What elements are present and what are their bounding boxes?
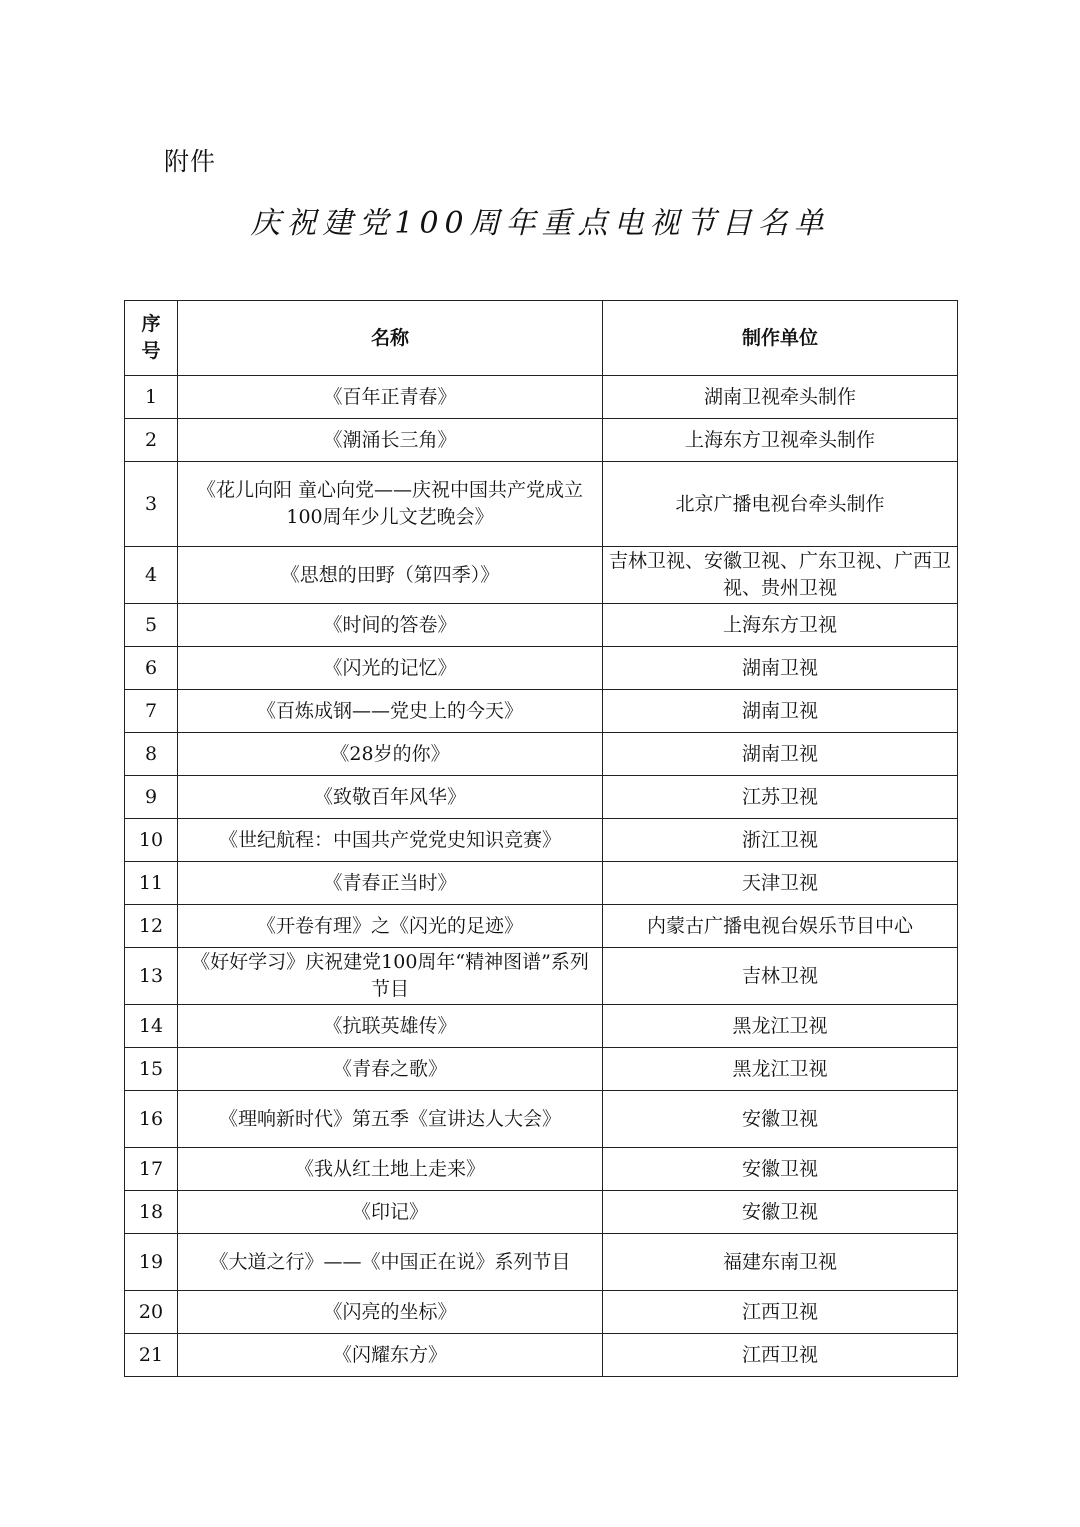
row-seq: 5 (125, 604, 178, 647)
row-unit: 浙江卫视 (603, 819, 958, 862)
table-row (125, 419, 958, 462)
row-seq: 19 (125, 1234, 178, 1291)
table-row (125, 862, 958, 905)
row-seq: 14 (125, 1005, 178, 1048)
table-row (125, 376, 958, 419)
row-name: 《我从红土地上走来》 (178, 1148, 603, 1191)
row-unit: 黑龙江卫视 (603, 1005, 958, 1048)
row-seq: 13 (125, 948, 178, 1005)
column-header-unit: 制作单位 (603, 301, 958, 376)
table-row (125, 1234, 958, 1291)
table-row (125, 1334, 958, 1377)
row-unit: 湖南卫视 (603, 690, 958, 733)
column-header-name: 名称 (178, 301, 603, 376)
table-row (125, 1091, 958, 1148)
row-name: 《青春之歌》 (178, 1048, 603, 1091)
row-seq: 4 (125, 547, 178, 604)
table-row (125, 1148, 958, 1191)
program-table (124, 300, 958, 1377)
row-name: 《百年正青春》 (178, 376, 603, 419)
row-name: 《花儿向阳 童心向党——庆祝中国共产党成立100周年少儿文艺晚会》 (178, 462, 603, 547)
table-row (125, 1005, 958, 1048)
row-name: 《闪亮的坐标》 (178, 1291, 603, 1334)
table-row (125, 905, 958, 948)
row-seq: 6 (125, 647, 178, 690)
document-title: 庆祝建党100周年重点电视节目名单 (250, 206, 830, 241)
row-name: 《世纪航程：中国共产党党史知识竞赛》 (178, 819, 603, 862)
row-name: 《时间的答卷》 (178, 604, 603, 647)
row-unit: 安徽卫视 (603, 1091, 958, 1148)
row-seq: 7 (125, 690, 178, 733)
row-unit: 江苏卫视 (603, 776, 958, 819)
table-row (125, 690, 958, 733)
row-name: 《致敬百年风华》 (178, 776, 603, 819)
row-name: 《28岁的你》 (178, 733, 603, 776)
row-name: 《大道之行》——《中国正在说》系列节目 (178, 1234, 603, 1291)
row-unit: 黑龙江卫视 (603, 1048, 958, 1091)
row-unit: 安徽卫视 (603, 1148, 958, 1191)
table-row (125, 1191, 958, 1234)
table-row (125, 647, 958, 690)
row-seq: 16 (125, 1091, 178, 1148)
row-name: 《青春正当时》 (178, 862, 603, 905)
row-seq: 12 (125, 905, 178, 948)
row-seq: 11 (125, 862, 178, 905)
row-name: 《抗联英雄传》 (178, 1005, 603, 1048)
row-name: 《百炼成钢——党史上的今天》 (178, 690, 603, 733)
row-unit: 江西卫视 (603, 1334, 958, 1377)
row-seq: 3 (125, 462, 178, 547)
row-unit: 天津卫视 (603, 862, 958, 905)
row-unit: 福建东南卫视 (603, 1234, 958, 1291)
row-seq: 10 (125, 819, 178, 862)
row-unit: 吉林卫视 (603, 948, 958, 1005)
table-row (125, 776, 958, 819)
row-seq: 20 (125, 1291, 178, 1334)
table-row (125, 462, 958, 547)
column-header-seq-line1: 序 (141, 313, 161, 335)
row-name: 《印记》 (178, 1191, 603, 1234)
row-unit: 上海东方卫视 (603, 604, 958, 647)
column-header-seq (125, 301, 178, 376)
table-row (125, 1048, 958, 1091)
row-name: 《闪光的记忆》 (178, 647, 603, 690)
table-row (125, 604, 958, 647)
row-name: 《理响新时代》第五季《宣讲达人大会》 (178, 1091, 603, 1148)
table-header-row (125, 301, 958, 376)
row-seq: 1 (125, 376, 178, 419)
row-unit: 湖南卫视 (603, 647, 958, 690)
row-unit: 安徽卫视 (603, 1191, 958, 1234)
row-unit: 吉林卫视、安徽卫视、广东卫视、广西卫视、贵州卫视 (603, 547, 958, 604)
table-row (125, 819, 958, 862)
row-seq: 2 (125, 419, 178, 462)
row-name: 《思想的田野（第四季）》 (178, 547, 603, 604)
attachment-label: 附件 (164, 147, 217, 176)
row-seq: 18 (125, 1191, 178, 1234)
row-name: 《闪耀东方》 (178, 1334, 603, 1377)
row-seq: 9 (125, 776, 178, 819)
row-seq: 15 (125, 1048, 178, 1091)
table-row (125, 948, 958, 1005)
table-row (125, 1291, 958, 1334)
row-seq: 21 (125, 1334, 178, 1377)
row-seq: 17 (125, 1148, 178, 1191)
row-unit: 北京广播电视台牵头制作 (603, 462, 958, 547)
column-header-seq-line2: 号 (141, 340, 161, 362)
row-name: 《开卷有理》之《闪光的足迹》 (178, 905, 603, 948)
row-unit: 内蒙古广播电视台娱乐节目中心 (603, 905, 958, 948)
row-name: 《潮涌长三角》 (178, 419, 603, 462)
table-row (125, 547, 958, 604)
table-row (125, 733, 958, 776)
row-unit: 上海东方卫视牵头制作 (603, 419, 958, 462)
row-unit: 江西卫视 (603, 1291, 958, 1334)
row-unit: 湖南卫视 (603, 733, 958, 776)
row-seq: 8 (125, 733, 178, 776)
row-name: 《好好学习》庆祝建党100周年“精神图谱”系列节目 (178, 948, 603, 1005)
row-unit: 湖南卫视牵头制作 (603, 376, 958, 419)
